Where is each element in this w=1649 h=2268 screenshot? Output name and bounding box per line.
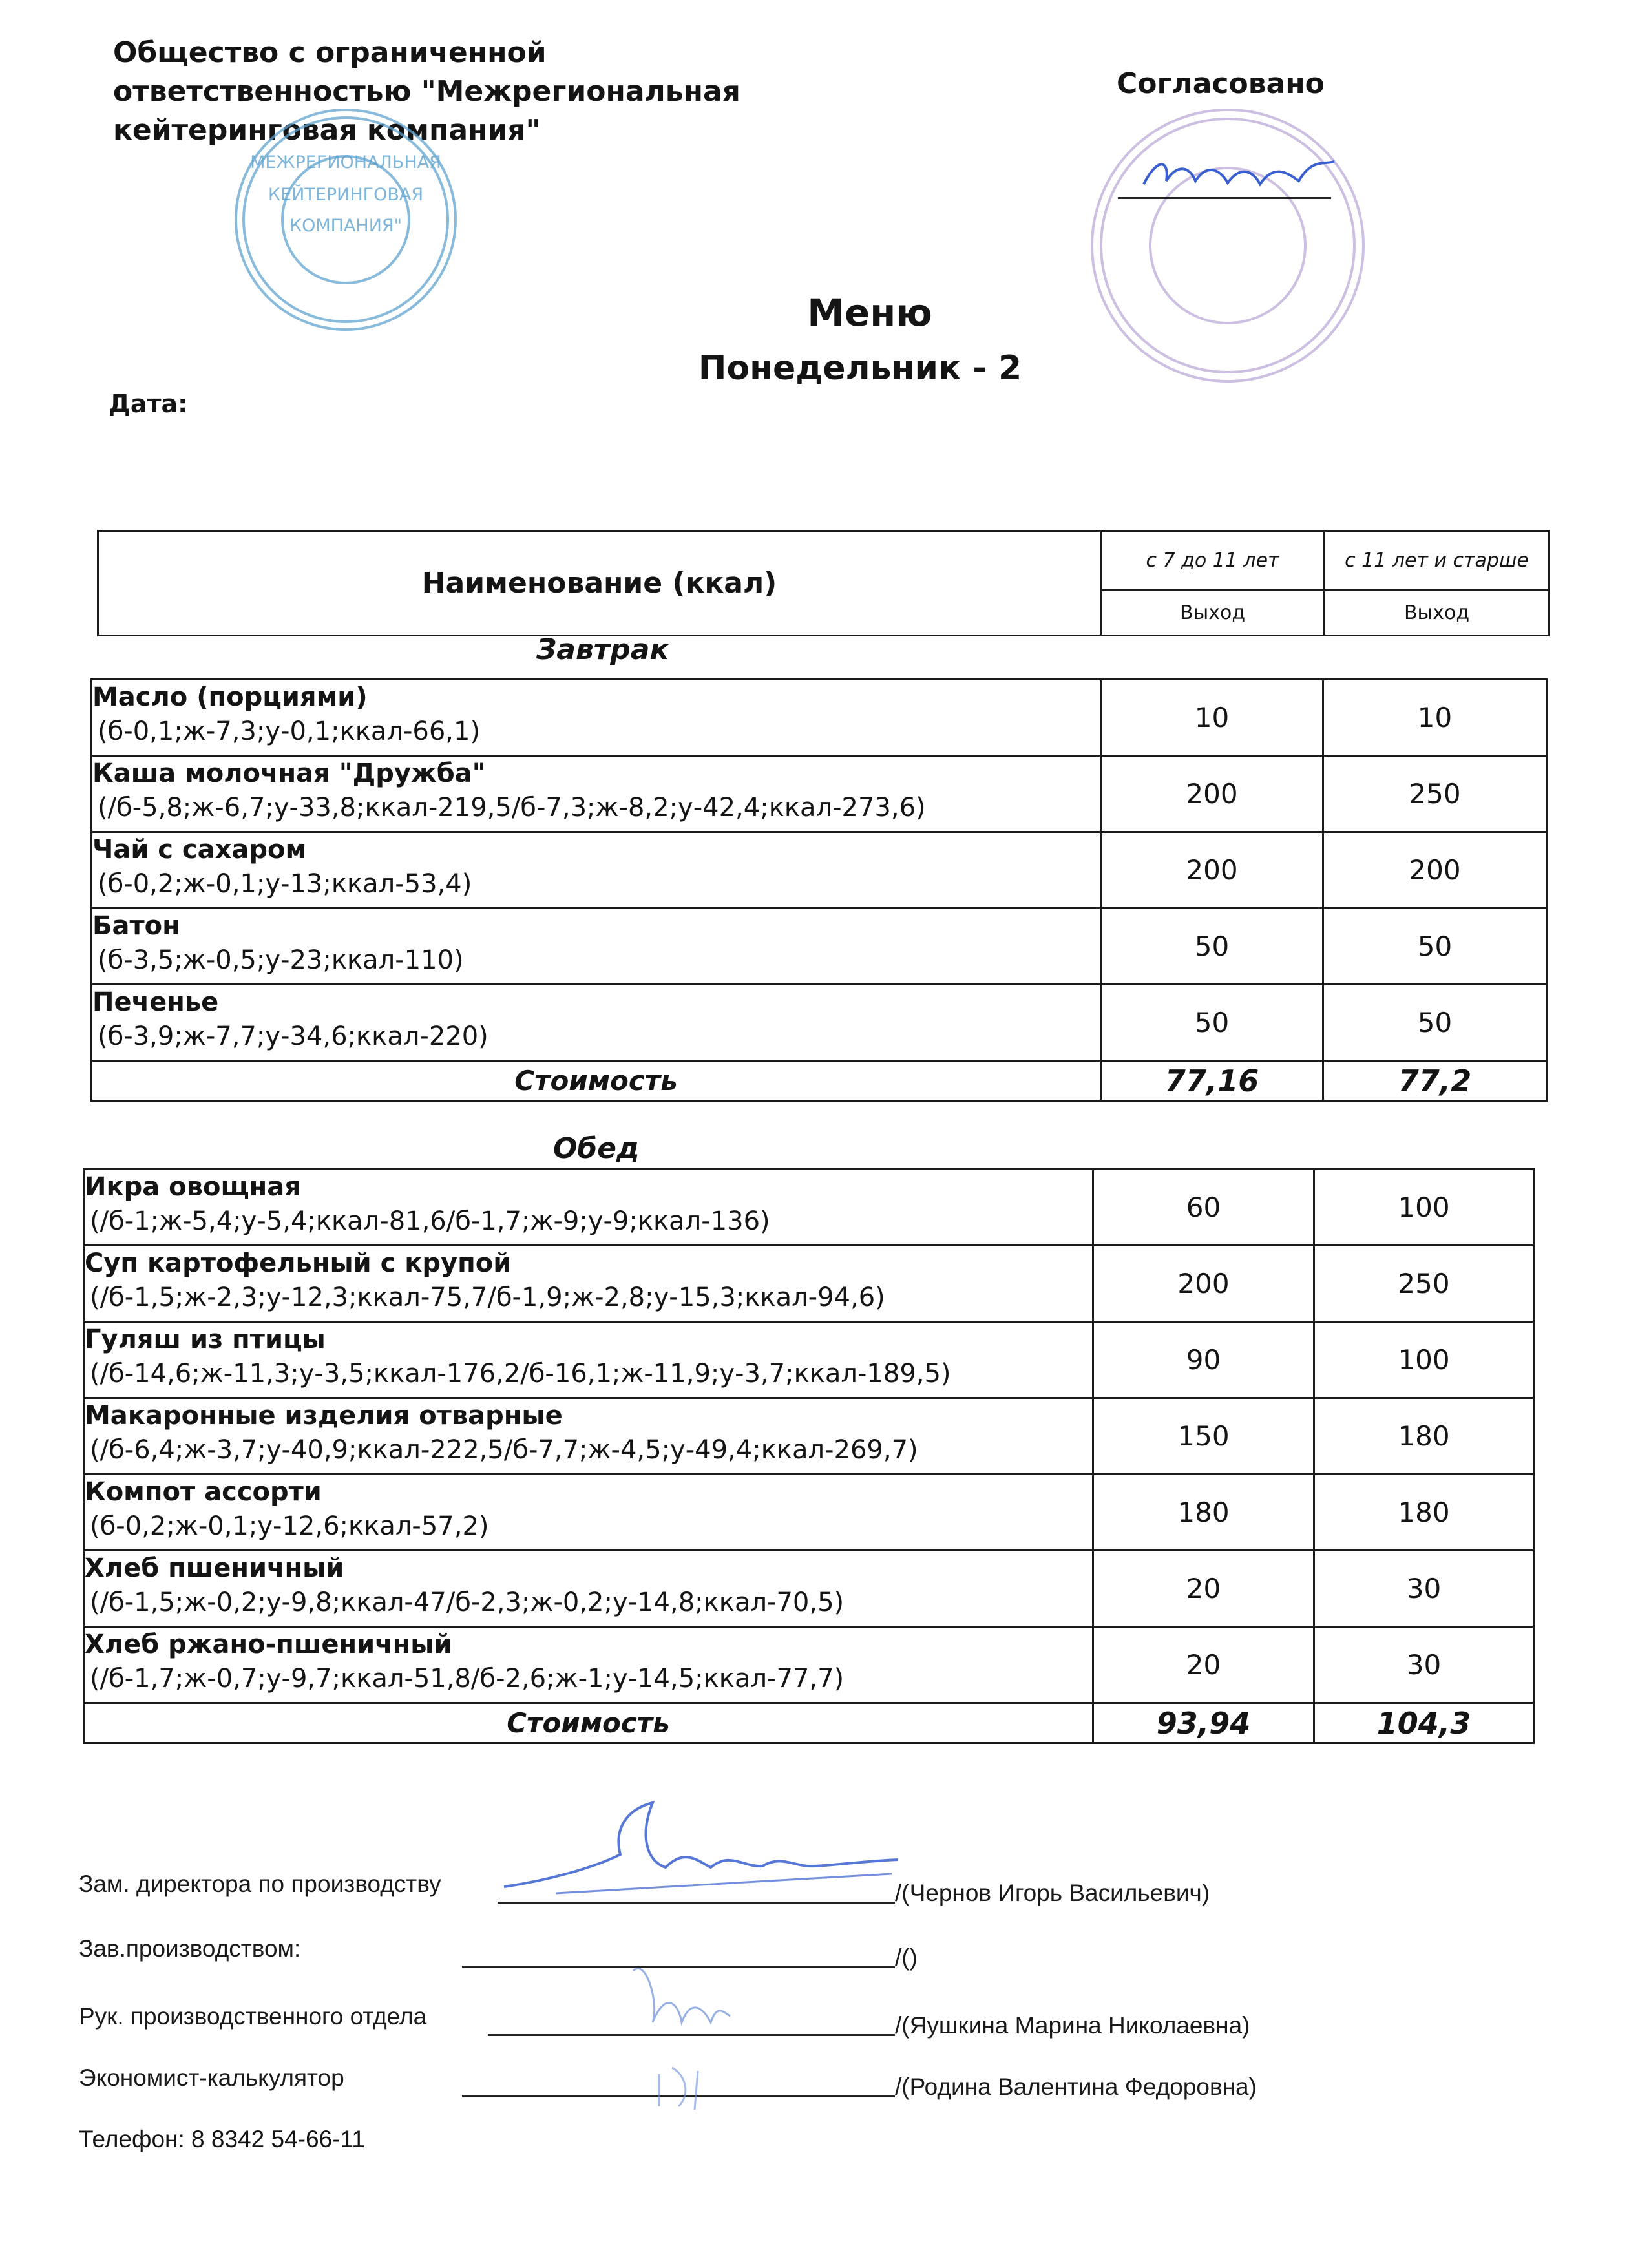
- dish-nutrition: (/б-1,5;ж-0,2;у-9,8;ккал-47/б-2,3;ж-0,2;у-14,8;ккал-70,5): [90, 1588, 845, 1617]
- dish-cell: [84, 1475, 1093, 1551]
- menu-row: [84, 1398, 1534, 1475]
- dish-nutrition: (/б-1;ж-5,4;у-5,4;ккал-81,6/б-1,7;ж-9;у-9;ккал-136): [90, 1206, 770, 1236]
- dish-cell: [84, 1322, 1093, 1398]
- output-age-7-11: 200: [1101, 832, 1323, 908]
- signature-role: Экономист-калькулятор: [79, 2064, 344, 2091]
- dish-cell: [84, 1551, 1093, 1627]
- menu-row: [84, 1627, 1534, 1703]
- menu-row: [92, 680, 1547, 756]
- cost-age-7-11: 93,94: [1093, 1703, 1314, 1743]
- stamp-text-2: КЕЙТЕРИНГОВАЯ: [268, 185, 424, 205]
- column-header-age-11-plus: с 11 лет и старше: [1325, 531, 1549, 591]
- dish-nutrition: (б-0,2;ж-0,1;у-13;ккал-53,4): [98, 869, 472, 899]
- date-label: Дата:: [109, 390, 188, 418]
- output-age-7-11: 60: [1093, 1170, 1314, 1246]
- signature-role: Зам. директора по производству: [79, 1871, 441, 1897]
- breakfast-table: [90, 678, 1548, 1102]
- dish-name: Гуляш из птицы: [85, 1325, 326, 1354]
- dish-name: Хлеб ржано-пшеничный: [85, 1630, 452, 1659]
- signatory-name: /(Яушкина Марина Николаевна): [895, 2012, 1250, 2039]
- column-header-age-7-11: с 7 до 11 лет: [1101, 531, 1325, 591]
- stamp-text-1: МЕЖРЕГИОНАЛЬНАЯ: [250, 152, 441, 173]
- signature-role: Зав.производством:: [79, 1935, 301, 1962]
- dish-name: Компот ассорти: [85, 1477, 322, 1507]
- dish-cell: [92, 832, 1101, 908]
- output-age-7-11: 90: [1093, 1322, 1314, 1398]
- output-age-7-11: 10: [1101, 680, 1323, 756]
- output-age-11-plus: 250: [1323, 756, 1547, 832]
- dish-cell: [84, 1398, 1093, 1475]
- dish-cell: [84, 1170, 1093, 1246]
- page-subtitle: Понедельник - 2: [698, 349, 1022, 388]
- output-age-11-plus: 10: [1323, 680, 1547, 756]
- dish-cell: [92, 680, 1101, 756]
- output-age-11-plus: 100: [1314, 1170, 1534, 1246]
- dish-name: Макаронные изделия отварные: [85, 1401, 563, 1431]
- output-age-11-plus: 30: [1314, 1551, 1534, 1627]
- org-line-1: Общество с ограниченной: [113, 36, 547, 69]
- output-age-7-11: 200: [1101, 756, 1323, 832]
- dish-nutrition: (/б-1,7;ж-0,7;у-9,7;ккал-51,8/б-2,6;ж-1;у-14,5;ккал-77,7): [90, 1664, 845, 1694]
- menu-row: [84, 1551, 1534, 1627]
- cost-label: Стоимость: [84, 1703, 1093, 1743]
- menu-row: [92, 985, 1547, 1061]
- dish-cell: [92, 985, 1101, 1061]
- org-line-2: ответственностью "Межрегиональная: [113, 75, 740, 108]
- cost-row: [84, 1703, 1534, 1743]
- menu-row: [84, 1246, 1534, 1322]
- dish-name: Суп картофельный с крупой: [85, 1248, 512, 1278]
- output-age-11-plus: 180: [1314, 1398, 1534, 1475]
- output-age-11-plus: 250: [1314, 1246, 1534, 1322]
- dish-nutrition: (/б-5,8;ж-6,7;у-33,8;ккал-219,5/б-7,3;ж-8,2;у-42,4;ккал-273,6): [98, 793, 926, 823]
- cost-age-7-11: 77,16: [1101, 1061, 1323, 1101]
- dish-cell: [84, 1627, 1093, 1703]
- column-header-output-1: Выход: [1101, 591, 1325, 636]
- dish-nutrition: (/б-14,6;ж-11,3;у-3,5;ккал-176,2/б-16,1;ж-11,9;у-3,7;ккал-189,5): [90, 1359, 951, 1389]
- lunch-table: [83, 1168, 1535, 1744]
- output-age-7-11: 180: [1093, 1475, 1314, 1551]
- output-age-11-plus: 50: [1323, 985, 1547, 1061]
- dish-name: Печенье: [92, 987, 219, 1017]
- column-header-name: Наименование (ккал): [98, 531, 1101, 636]
- output-age-7-11: 150: [1093, 1398, 1314, 1475]
- dish-nutrition: (б-3,9;ж-7,7;у-34,6;ккал-220): [98, 1022, 488, 1051]
- cost-age-11-plus: 104,3: [1314, 1703, 1534, 1743]
- output-age-11-plus: 30: [1314, 1627, 1534, 1703]
- menu-row: [92, 756, 1547, 832]
- dish-name: Чай с сахаром: [92, 835, 307, 865]
- dish-cell: [92, 908, 1101, 985]
- dish-nutrition: (б-0,2;ж-0,1;у-12,6;ккал-57,2): [90, 1511, 489, 1541]
- dish-name: Хлеб пшеничный: [85, 1553, 344, 1583]
- menu-row: [84, 1322, 1534, 1398]
- approval-label: Согласовано: [1117, 67, 1325, 100]
- menu-row: [92, 832, 1547, 908]
- menu-header-table: [97, 530, 1550, 636]
- section-title-breakfast: Завтрак: [536, 633, 669, 666]
- dish-cell: [92, 756, 1101, 832]
- dish-name: Каша молочная "Дружба": [92, 759, 486, 788]
- output-age-11-plus: 180: [1314, 1475, 1534, 1551]
- cost-label: Стоимость: [92, 1061, 1101, 1101]
- dish-name: Батон: [92, 911, 180, 941]
- output-age-7-11: 20: [1093, 1551, 1314, 1627]
- org-line-3: кейтеринговая компания": [113, 114, 541, 147]
- section-title-lunch: Обед: [553, 1132, 640, 1165]
- menu-row: [92, 908, 1547, 985]
- menu-row: [84, 1170, 1534, 1246]
- signatory-name: /(): [895, 1944, 918, 1971]
- dish-nutrition: (/б-1,5;ж-2,3;у-12,3;ккал-75,7/б-1,9;ж-2,8;у-15,3;ккал-94,6): [90, 1283, 885, 1312]
- cost-row: [92, 1061, 1547, 1101]
- output-age-7-11: 50: [1101, 985, 1323, 1061]
- signatory-name: /(Чернов Игорь Васильевич): [895, 1880, 1210, 1906]
- dish-name: Икра овощная: [85, 1172, 301, 1202]
- output-age-11-plus: 100: [1314, 1322, 1534, 1398]
- dish-nutrition: (б-3,5;ж-0,5;у-23;ккал-110): [98, 945, 464, 975]
- column-header-output-2: Выход: [1325, 591, 1549, 636]
- approval-line: [1118, 197, 1331, 199]
- dish-name: Масло (порциями): [92, 682, 368, 712]
- menu-row: [84, 1475, 1534, 1551]
- signature-role: Рук. производственного отдела: [79, 2003, 427, 2030]
- deputy-director-signature: [491, 1790, 905, 1913]
- signatory-name: /(Родина Валентина Федоровна): [895, 2074, 1257, 2100]
- stamp-text-3: КОМПАНИЯ": [289, 216, 403, 236]
- cost-age-11-plus: 77,2: [1323, 1061, 1547, 1101]
- dish-nutrition: (б-0,1;ж-7,3;у-0,1;ккал-66,1): [98, 717, 481, 746]
- dish-cell: [84, 1246, 1093, 1322]
- page-title: Меню: [807, 291, 932, 335]
- output-age-7-11: 20: [1093, 1627, 1314, 1703]
- output-age-11-plus: 50: [1323, 908, 1547, 985]
- output-age-7-11: 200: [1093, 1246, 1314, 1322]
- approval-signature: [1137, 145, 1344, 204]
- dish-nutrition: (/б-6,4;ж-3,7;у-40,9;ккал-222,5/б-7,7;ж-4,5;у-49,4;ккал-269,7): [90, 1435, 918, 1465]
- production-head-signature: [620, 1951, 737, 2113]
- output-age-7-11: 50: [1101, 908, 1323, 985]
- output-age-11-plus: 200: [1323, 832, 1547, 908]
- phone-number: Телефон: 8 8342 54-66-11: [79, 2126, 365, 2152]
